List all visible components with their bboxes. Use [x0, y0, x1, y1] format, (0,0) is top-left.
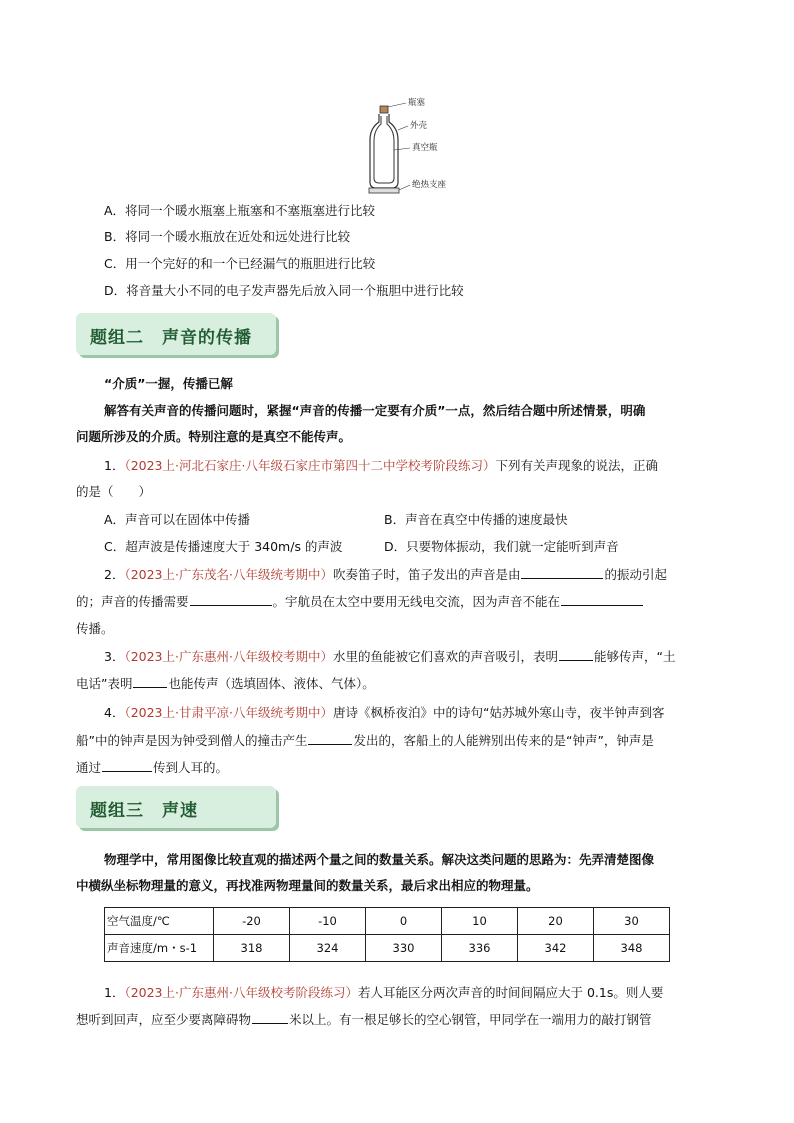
table-cell: -10 [290, 908, 366, 935]
figure-label-shell: 外壳 [410, 121, 428, 131]
table-cell: 30 [594, 908, 670, 935]
figure-label-stopper: 瓶塞 [408, 98, 426, 108]
question-number: 3． [104, 649, 125, 664]
prev-option-a: A．将同一个暖水瓶塞上瓶塞和不塞瓶塞进行比较 [104, 203, 376, 218]
question-text-line [76, 758, 228, 778]
question-text-line [76, 1010, 652, 1030]
question-text: 。宇航员在太空中要用无线电交流，因为声音不能在 [272, 594, 561, 609]
question-text: 船”中的钟声是因为钟受到僧人的撞击产生 [76, 733, 308, 748]
question-text: 传到人耳的。 [153, 760, 229, 775]
answer-blank[interactable] [559, 647, 593, 661]
question-text-line: 的是（ ） [76, 484, 152, 499]
question-text: 也能传声（选填固体、液体、气体）。 [168, 676, 375, 691]
question-text: 米以上。有一根足够长的空心钢管，甲同学在一端用力的敲打钢管 [289, 1012, 652, 1027]
question-text: 通过 [76, 760, 102, 775]
answer-blank[interactable] [102, 758, 152, 772]
figure-label-insulating-base: 绝热支座 [412, 180, 447, 190]
question-source: （2023上·广东惠州·八年级校考期中） [124, 649, 333, 664]
question-text: 想听到回声，应至少要离障碍物 [76, 1012, 252, 1027]
question-source: （2023上·河北石家庄·八年级石家庄市第四十二中学校考阶段练习） [124, 458, 496, 473]
table-cell: 20 [518, 908, 594, 935]
question-text: 下列有关声现象的说法，正确 [495, 458, 658, 473]
answer-blank[interactable] [561, 592, 643, 606]
intro-text-line: 物理学中，常用图像比较直观的描述两个量之间的数量关系。解决这类问题的思路为：先弄清楚图像 [104, 852, 655, 867]
temperature-speed-table [104, 907, 670, 962]
question-text: 水里的鱼能被它们喜欢的声音吸引，表明 [332, 649, 558, 664]
question-number: 1． [104, 458, 125, 473]
answer-blank[interactable] [190, 592, 272, 606]
question-text-line [76, 592, 644, 612]
question-2 [104, 565, 667, 585]
tip-text-line: 解答有关声音的传播问题时，紧握“声音的传播一定要有介质”一点，然后结合题中所述情景，明确 [104, 403, 646, 418]
option-c: C．超声波是传播速度大于 340m/s 的声波 [104, 539, 343, 554]
answer-blank[interactable] [521, 565, 603, 579]
intro-text-line: 中横纵坐标物理量的意义，再找准两物理量间的数量关系，最后求出相应的物理量。 [76, 878, 539, 893]
table-cell: 336 [442, 935, 518, 962]
question-text-line [76, 731, 654, 751]
answer-blank[interactable] [133, 674, 167, 688]
question-text: 电话”表明 [76, 676, 133, 691]
question-text: 的振动引起 [604, 567, 667, 582]
question-text-line: 传播。 [76, 621, 114, 636]
section-title: 题组二 声音的传播 [90, 328, 252, 348]
question-text: 的；声音的传播需要 [76, 594, 189, 609]
question-source: （2023上·广东茂名·八年级统考期中） [124, 567, 333, 582]
table-cell: 0 [366, 908, 442, 935]
option-d: D．只要物体振动，我们就一定能听到声音 [384, 539, 619, 554]
table-cell: 324 [290, 935, 366, 962]
thermos-figure [360, 92, 470, 196]
table-cell: 342 [518, 935, 594, 962]
question-number: 1． [104, 985, 125, 1000]
table-header-cell: 空气温度/℃ [105, 908, 214, 935]
option-a: A．声音可以在固体中传播 [104, 512, 251, 527]
answer-blank[interactable] [308, 731, 352, 745]
table-cell: 10 [442, 908, 518, 935]
question-text: 吹奏笛子时，笛子发出的声音是由 [332, 567, 521, 582]
question-text-line [76, 674, 375, 694]
table-cell: -20 [214, 908, 290, 935]
table-cell: 348 [594, 935, 670, 962]
prev-option-b: B．将同一个暖水瓶放在近处和远处进行比较 [104, 229, 351, 244]
section-title: 题组三 声速 [90, 801, 198, 821]
prev-option-d: D．将音量大小不同的电子发声器先后放入同一个瓶胆中进行比较 [104, 283, 464, 298]
question-text: 若人耳能区分两次声音的时间间隔应大于 0.1s。则人要 [357, 985, 664, 1000]
question-1 [104, 983, 663, 1003]
question-text: 发出的，客船上的人能辨别出传来的是“钟声”，钟声是 [353, 733, 654, 748]
question-1 [104, 456, 658, 476]
question-source: （2023上·广东惠州·八年级校考阶段练习） [124, 985, 358, 1000]
section-banner-sound-speed [76, 786, 276, 828]
table-row [105, 908, 670, 935]
section-banner-propagation [76, 313, 276, 355]
question-number: 2． [104, 567, 125, 582]
tip-title: “介质”一握，传播已解 [104, 376, 233, 391]
question-3 [104, 647, 675, 667]
question-4 [104, 703, 664, 723]
tip-text-line: 问题所涉及的介质。特别注意的是真空不能传声。 [76, 429, 352, 444]
answer-blank[interactable] [252, 1010, 288, 1024]
prev-option-c: C．用一个完好的和一个已经漏气的瓶胆进行比较 [104, 256, 376, 271]
question-number: 4． [104, 705, 125, 720]
table-cell: 330 [366, 935, 442, 962]
table-header-cell: 声音速度/m・s-1 [105, 935, 214, 962]
question-text: 唐诗《枫桥夜泊》中的诗句“姑苏城外寒山寺，夜半钟声到客 [332, 705, 665, 720]
figure-label-vacuum-flask: 真空瓶 [412, 143, 438, 153]
table-row [105, 935, 670, 962]
table-cell: 318 [214, 935, 290, 962]
option-b: B．声音在真空中传播的速度最快 [384, 512, 568, 527]
question-text: 能够传声，“土 [593, 649, 676, 664]
question-source: （2023上·甘肃平凉·八年级统考期中） [124, 705, 333, 720]
